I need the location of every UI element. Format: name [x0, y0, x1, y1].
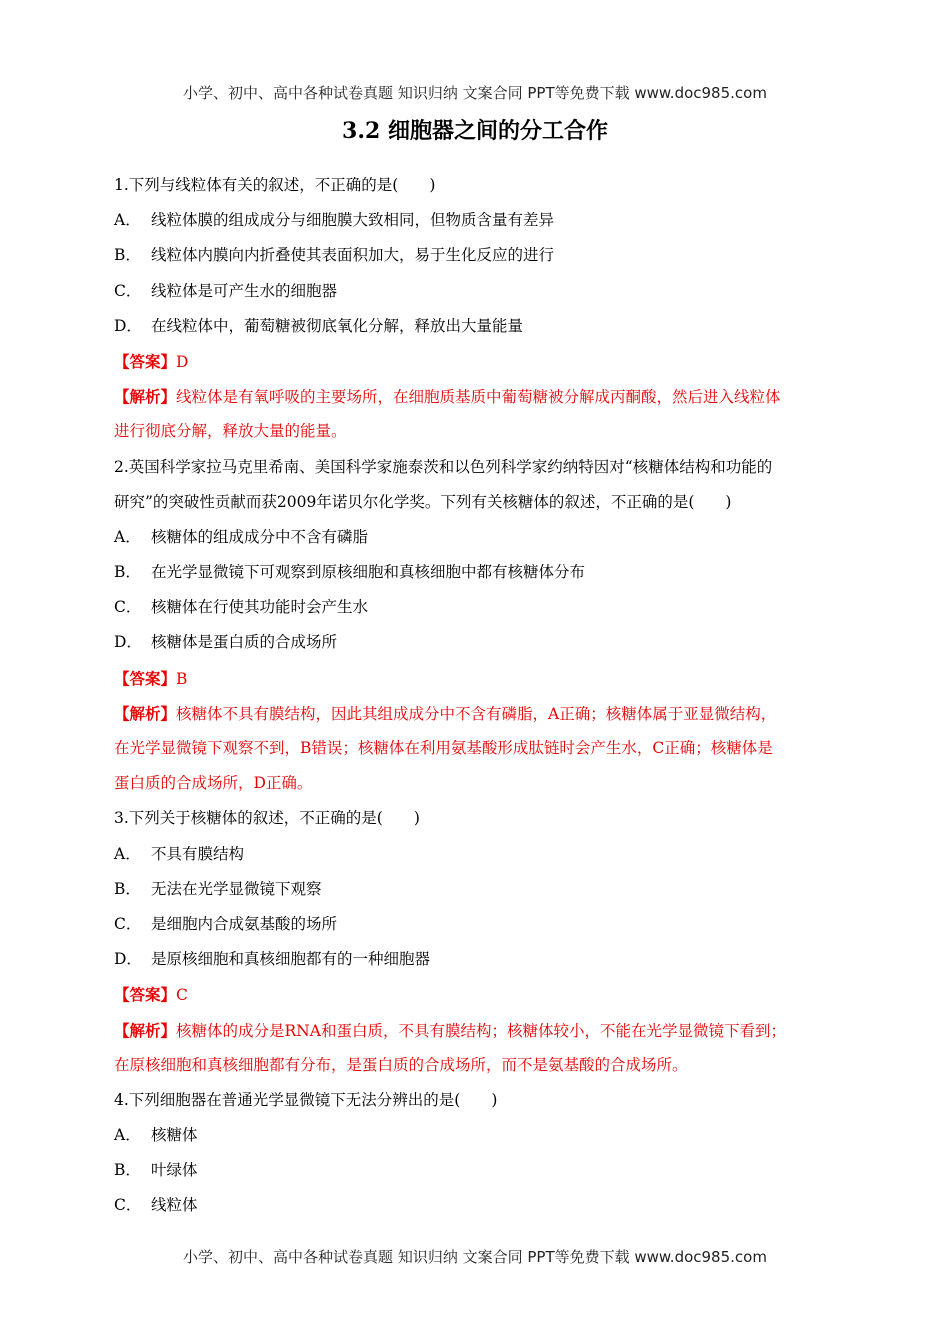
option-text: 线粒体: [151, 1196, 198, 1215]
question-4: [114, 1083, 844, 1224]
question-stem: 1.下列与线粒体有关的叙述，不正确的是( ): [114, 176, 436, 194]
option-c: [114, 1188, 844, 1223]
header-banner: 小学、初中、高中各种试卷真题 知识归纳 文案合同 PPT等免费下载 www.doc985.com: [183, 84, 767, 102]
analysis-text: 核糖体不具有膜结构，因此其组成成分中不含有磷脂，A正确；核糖体属于亚显微结构，: [176, 704, 777, 723]
analysis-tag: 【解析】: [114, 1020, 177, 1040]
analysis-text: 线粒体是有氧呼吸的主要场所，在细胞质基质中葡萄糖被分解成丙酮酸，然后进入线粒体: [176, 388, 781, 407]
analysis-line: 蛋白质的合成场所，D正确。: [114, 774, 313, 793]
answer-value: B: [176, 669, 188, 688]
option-letter: C．: [114, 598, 142, 617]
analysis-line: 进行彻底分解，释放大量的能量。: [114, 422, 347, 441]
analysis-tag: 【解析】: [114, 703, 177, 723]
question-stem: 4.下列细胞器在普通光学显微镜下无法分辨出的是( ): [114, 1090, 498, 1109]
option-text: 核糖体的组成成分中不含有磷脂: [151, 527, 369, 546]
question-stem: 2.英国科学家拉马克里希南、美国科学家施泰茨和以色列科学家约纳特因对“核糖体结构和功能的: [114, 457, 773, 476]
option-letter: B．: [114, 1161, 141, 1180]
question-list: [114, 168, 844, 1224]
option-d: [114, 625, 844, 660]
option-text: 核糖体是蛋白质的合成场所: [151, 633, 338, 652]
question-1: [114, 168, 844, 450]
option-letter: D．: [114, 316, 142, 335]
option-text: 线粒体内膜向内折叠使其表面积加大，易于生化反应的进行: [151, 246, 555, 265]
option-letter: A．: [114, 1126, 141, 1145]
option-letter: A．: [114, 527, 141, 546]
analysis-line: [114, 696, 844, 731]
option-text: 在线粒体中，葡萄糖被彻底氧化分解，释放出大量能量: [151, 316, 524, 335]
option-text: 核糖体在行使其功能时会产生水: [151, 598, 369, 617]
option-text: 线粒体膜的组成成分与细胞膜大致相同，但物质含量有差异: [151, 211, 555, 230]
option-letter: C．: [114, 1196, 142, 1215]
option-c: [114, 590, 844, 625]
answer-value: C: [176, 986, 188, 1005]
question-3: [114, 801, 844, 1083]
question-2: [114, 450, 844, 802]
option-letter: D．: [114, 633, 142, 652]
option-letter: A．: [114, 844, 141, 863]
option-b: [114, 555, 844, 590]
option-b: [114, 872, 844, 907]
option-d: [114, 942, 844, 977]
question-stem: 3.下列关于核糖体的叙述，不正确的是( ): [114, 809, 420, 828]
option-text: 叶绿体: [151, 1161, 198, 1180]
option-text: 无法在光学显微镜下观察: [151, 879, 322, 898]
analysis-line: [114, 379, 844, 414]
analysis-line: 在光学显微镜下观察不到，B错误；核糖体在利用氨基酸形成肽链时会产生水，C正确；核糖体是: [114, 739, 773, 757]
answer-value: D: [176, 352, 189, 371]
analysis-tag: 【解析】: [114, 387, 177, 407]
analysis-line: [114, 1013, 844, 1048]
option-text: 是原核细胞和真核细胞都有的一种细胞器: [151, 950, 431, 969]
option-c: [114, 907, 844, 942]
option-letter: B．: [114, 563, 141, 582]
answer-tag: 【答案】: [114, 985, 177, 1005]
option-text: 是细胞内合成氨基酸的场所: [151, 914, 338, 933]
option-b: [114, 238, 844, 273]
option-text: 线粒体是可产生水的细胞器: [151, 281, 338, 300]
option-b: [114, 1153, 844, 1188]
answer-line: [114, 344, 844, 379]
option-letter: D．: [114, 950, 142, 969]
option-text: 在光学显微镜下可观察到原核细胞和真核细胞中都有核糖体分布: [151, 563, 586, 582]
option-text: 核糖体: [151, 1126, 198, 1145]
option-a: [114, 203, 844, 238]
option-a: [114, 1118, 844, 1153]
option-letter: B．: [114, 879, 141, 898]
option-letter: C．: [114, 281, 142, 300]
option-letter: C．: [114, 914, 142, 933]
option-a: [114, 520, 844, 555]
option-c: [114, 274, 844, 309]
answer-tag: 【答案】: [114, 668, 177, 688]
answer-tag: 【答案】: [114, 351, 177, 371]
question-stem: 研究”的突破性贡献而获2009年诺贝尔化学奖。下列有关核糖体的叙述，不正确的是( ): [114, 492, 732, 511]
option-text: 不具有膜结构: [151, 844, 245, 863]
option-d: [114, 309, 844, 344]
analysis-line: 在原核细胞和真核细胞都有分布，是蛋白质的合成场所，而不是氨基酸的合成场所。: [114, 1055, 688, 1074]
analysis-text: 核糖体的成分是RNA和蛋白质，不具有膜结构；核糖体较小，不能在光学显微镜下看到；: [176, 1021, 786, 1040]
option-letter: A．: [114, 211, 141, 230]
page-title: 3.2 细胞器之间的分工合作: [342, 118, 608, 144]
answer-line: [114, 661, 844, 696]
footer-banner: 小学、初中、高中各种试卷真题 知识归纳 文案合同 PPT等免费下载 www.doc985.com: [183, 1248, 767, 1266]
answer-line: [114, 977, 844, 1012]
option-letter: B．: [114, 246, 141, 265]
option-a: [114, 837, 844, 872]
